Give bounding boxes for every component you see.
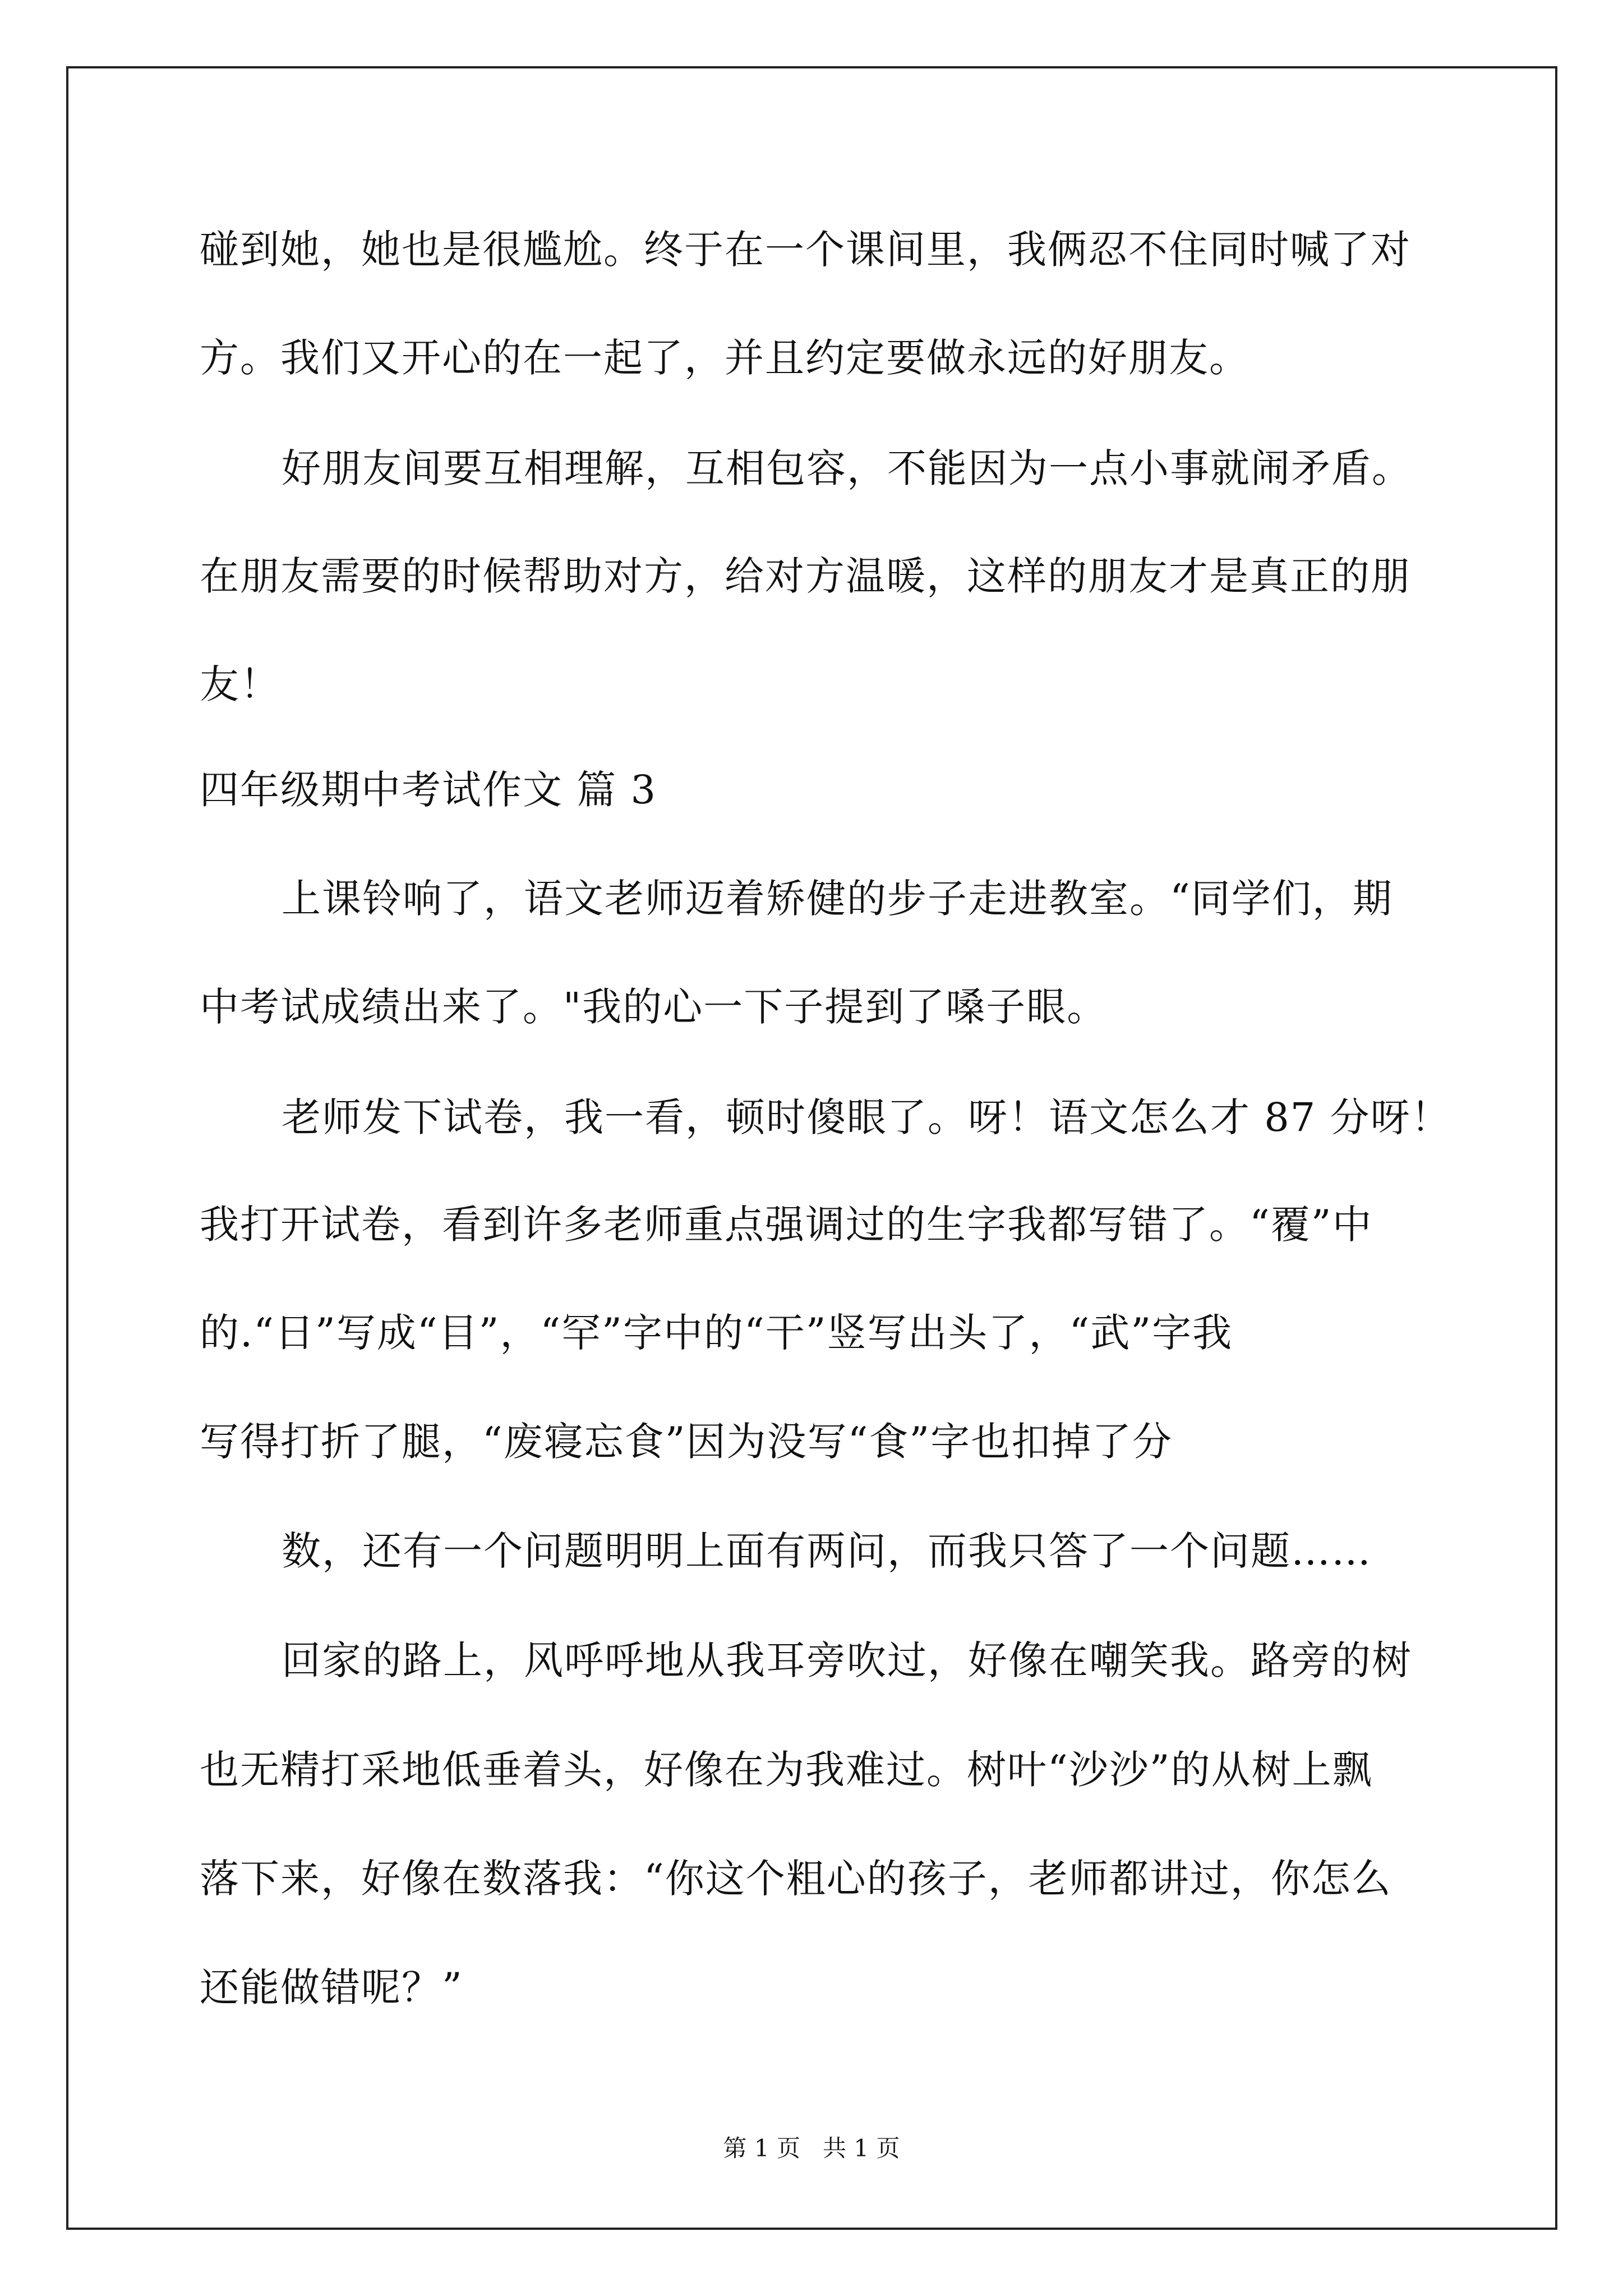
paragraph-start-line: 回家的路上，风呼呼地从我耳旁吹过，好像在嘲笑我。路旁的树 (282, 1637, 1412, 1683)
text-line-2: 方。我们又开心的在一起了，并且约定要做永远的好朋友。 (200, 335, 1249, 381)
text-line-4: 在朋友需要的时候帮助对方，给对方温暖，这样的朋友才是真正的朋 (200, 553, 1411, 599)
paragraph-start-line: 上课铃响了，语文老师迈着矫健的步子走进教室。“同学们，期 (282, 876, 1393, 922)
text-line-15: 也无精打采地低垂着头，好像在为我难过。树叶“沙沙”的从树上飘 (200, 1747, 1373, 1793)
text-line-10: 我打开试卷，看到许多老师重点强调过的生字我都写错了。“覆”中 (200, 1202, 1373, 1248)
paragraph-start-line: 好朋友间要互相理解，互相包容，不能因为一点小事就闹矛盾。 (282, 445, 1412, 491)
text-line-16: 落下来，好像在数落我：“你这个粗心的孩子，老师都讲过，你怎么 (200, 1856, 1392, 1902)
text-line-8: 中考试成绩出来了。"我的心一下子提到了嗓子眼。 (200, 984, 1108, 1030)
paragraph-start-line: 数，还有一个问题明明上面有两问，而我只答了一个问题…… (282, 1528, 1372, 1574)
page-border (66, 66, 1557, 2230)
page-footer: 第 1 页 共 1 页 (723, 2134, 900, 2162)
text-line-17: 还能做错呢？” (200, 1964, 463, 2010)
section-heading: 四年级期中考试作文 篇 3 (200, 767, 657, 813)
text-line-11: 的.“日”写成“目”，“罕”字中的“干”竖写出头了，“武”字我 (200, 1310, 1233, 1356)
paragraph-start-line: 老师发下试卷，我一看，顿时傻眼了。呀！语文怎么才 87 分呀！ (282, 1094, 1451, 1140)
text-line-12: 写得打折了腿，“废寝忘食”因为没写“食”字也扣掉了分 (200, 1419, 1173, 1465)
text-line-5: 友！ (200, 661, 280, 707)
text-line-1: 碰到她，她也是很尴尬。终于在一个课间里，我俩忍不住同时喊了对 (200, 227, 1411, 273)
